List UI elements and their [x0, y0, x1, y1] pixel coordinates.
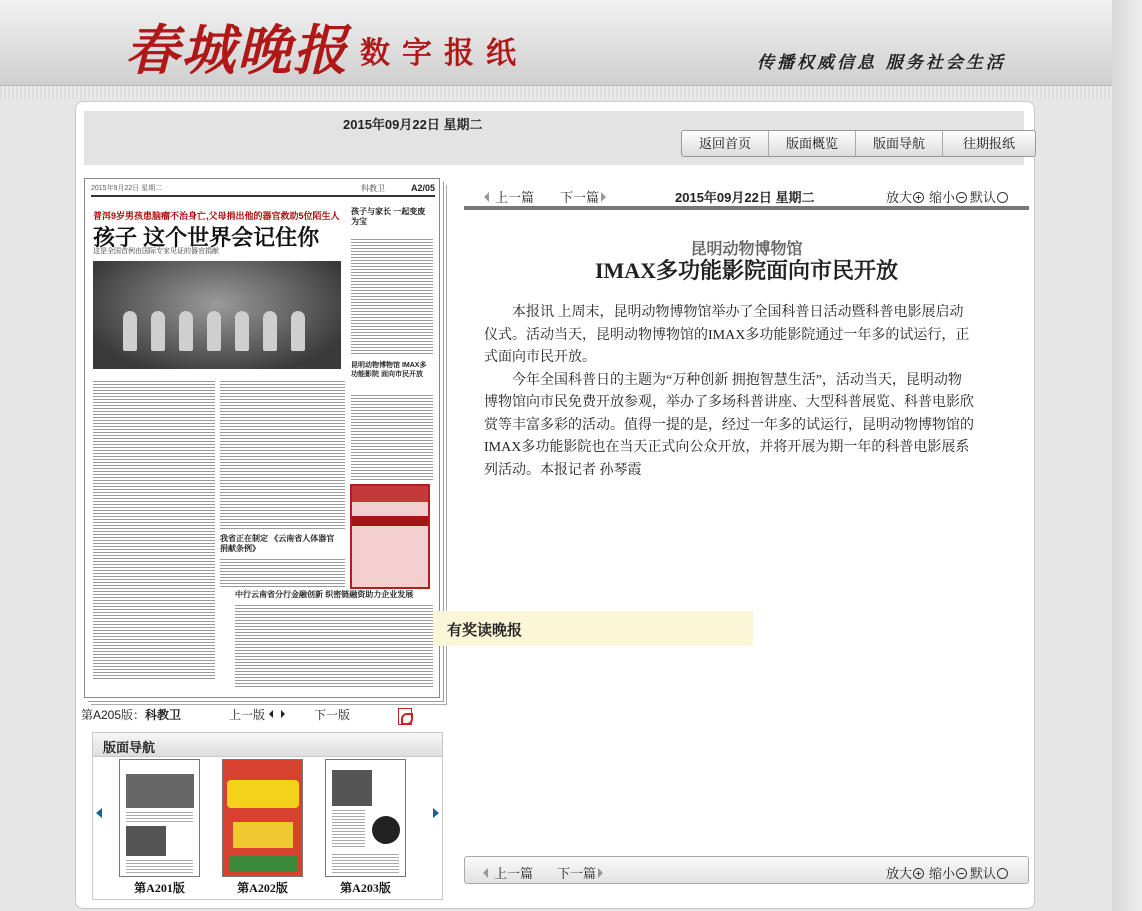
newspaper-headline[interactable]: 孩子 这个世界会记住你 [93, 225, 320, 250]
circle-icon [997, 868, 1008, 879]
minus-icon [956, 868, 967, 879]
prev-page-label[interactable]: 上一版 [229, 708, 266, 722]
default-zoom-label[interactable]: 默认 [970, 190, 997, 205]
page-overview-link[interactable]: 版面概览 [769, 131, 856, 156]
newspaper-page-image[interactable] [84, 178, 440, 698]
newspaper-header-date: 2015年9月22日 星期二 [91, 185, 163, 192]
newspaper-mid-headline[interactable]: 我省正在制定 《云南省人体器官捐献条例》 [220, 534, 335, 553]
digital-newspaper-label: 数字报纸 [360, 36, 528, 71]
next-page-label[interactable]: 下一版 [314, 708, 351, 722]
article-nav-bottom [464, 856, 1029, 884]
prev-article-label[interactable]: 上一篇 [494, 866, 534, 881]
circle-icon [997, 192, 1008, 203]
plus-icon [913, 868, 924, 879]
article-paragraph: 今年全国科普日的主题为“万种创新 拥抱智慧生活”，活动当天，昆明动物博物馆向市民免费开放参观，举办了多场科普讲座、大型科普展览、科普电影欣赏等丰富多彩的活动。值得一提的是，经过一年多的试运行，昆明动物博物馆的IMAX多功能影院也在当天正式向公众开放，并将开展为期一年的科普电影展系列活动。本报记者 孙琴霞 [484, 372, 974, 478]
newspaper-logo[interactable]: 春城晚报 [125, 18, 349, 82]
pdf-download-icon[interactable] [398, 708, 412, 725]
article-nav-date: 2015年09月22日 星期二 [675, 190, 815, 205]
zoom-in-button[interactable] [886, 187, 924, 206]
page-navigation-title: 版面导航 [93, 733, 442, 757]
newspaper-headline-kicker: 普洱9岁男孩患脑瘤不治身亡,父母捐出他的器官救助5位陌生人 [93, 211, 340, 221]
article-kicker: 昆明动物博物馆 [690, 241, 803, 258]
header-divider [0, 86, 1112, 98]
newspaper-bottom-headline[interactable]: 中行云南省分行金融创新 织密链融资助力企业发展 [235, 590, 414, 599]
issue-date: 2015年09月22日 星期二 [343, 117, 483, 132]
next-article-label[interactable]: 下一篇 [560, 190, 600, 205]
prev-article-label[interactable]: 上一篇 [495, 190, 535, 205]
article-paragraph: 本报讯 上周末，昆明动物博物馆举办了全国科普日活动暨科普电影展启动仪式。活动当天，昆明动物博物馆的IMAX多功能影院通过一年多的试运行，正式面向市民开放。 [484, 305, 970, 365]
newspaper-headline-sub: 这是全国首例由国际专家见证的器官捐献 [93, 248, 219, 255]
page-thumbnail-a203[interactable] [325, 759, 406, 877]
article-body [484, 302, 974, 482]
newspaper-photo [93, 261, 341, 369]
zoom-in-label[interactable]: 放大 [886, 866, 913, 881]
default-zoom-label[interactable]: 默认 [970, 866, 997, 881]
zoom-out-label[interactable]: 缩小 [929, 866, 956, 881]
zoom-in-label[interactable]: 放大 [886, 190, 913, 205]
default-zoom-button[interactable] [970, 187, 1008, 206]
plus-icon [913, 192, 924, 203]
page-thumbnail-a201[interactable] [119, 759, 200, 877]
next-article-link-bottom[interactable] [557, 863, 603, 882]
zoom-out-label[interactable]: 缩小 [929, 190, 956, 205]
prev-article-link[interactable] [484, 187, 534, 206]
scroll-right-icon[interactable] [433, 808, 439, 818]
site-header [0, 0, 1112, 86]
article-title: IMAX多功能影院面向市民开放 [594, 258, 899, 283]
page-thumbnail-a202[interactable] [222, 759, 303, 877]
minus-icon [956, 192, 967, 203]
newspaper-side-headline[interactable]: 孩子与家长 一起变废为宝 [351, 207, 426, 226]
slogan: 传播权威信息 服务社会生活 [757, 53, 1006, 73]
right-arrow-icon [281, 710, 285, 718]
current-page-name: 科教卫 [145, 708, 182, 722]
left-triangle-icon [483, 868, 488, 878]
page-thumbnail-label[interactable]: 第A203版 [340, 881, 391, 895]
next-page-link[interactable] [314, 706, 350, 723]
top-navigation [681, 130, 1036, 157]
page-navigation-box [92, 732, 443, 900]
default-zoom-button-bottom[interactable] [970, 863, 1008, 882]
newspaper-page-header [91, 183, 435, 197]
zoom-out-button[interactable] [929, 187, 967, 206]
newspaper-advertisement[interactable] [350, 484, 430, 589]
zoom-in-button-bottom[interactable] [886, 863, 924, 882]
current-page-info [81, 706, 181, 723]
newspaper-museum-headline[interactable]: 昆明动物博物馆 IMAX多功能影院 面向市民开放 [351, 362, 427, 378]
newspaper-section: 科教卫 [361, 184, 385, 193]
newspaper-page-number: A2/05 [410, 183, 435, 193]
home-link[interactable]: 返回首页 [682, 131, 769, 156]
scroll-left-icon[interactable] [96, 808, 102, 818]
prev-page-link[interactable] [229, 706, 289, 723]
page-edge [1112, 0, 1142, 911]
past-issues-link[interactable]: 往期报纸 [962, 136, 1015, 151]
page-thumbnail-label[interactable]: 第A202版 [237, 881, 288, 895]
current-page-label: 第A205版： [81, 708, 146, 722]
right-triangle-icon [601, 192, 606, 202]
left-arrow-icon [269, 710, 273, 718]
article-nav-top [464, 180, 1029, 210]
zoom-out-button-bottom[interactable] [929, 863, 967, 882]
prize-reading-link[interactable]: 有奖读晚报 [433, 611, 753, 646]
prev-article-link-bottom[interactable] [483, 863, 533, 882]
left-triangle-icon [484, 192, 489, 202]
next-article-label[interactable]: 下一篇 [557, 866, 597, 881]
next-article-link[interactable] [560, 187, 606, 206]
page-thumbnail-label[interactable]: 第A201版 [134, 881, 185, 895]
page-navigation-link[interactable]: 版面导航 [856, 131, 943, 156]
right-triangle-icon [598, 868, 603, 878]
